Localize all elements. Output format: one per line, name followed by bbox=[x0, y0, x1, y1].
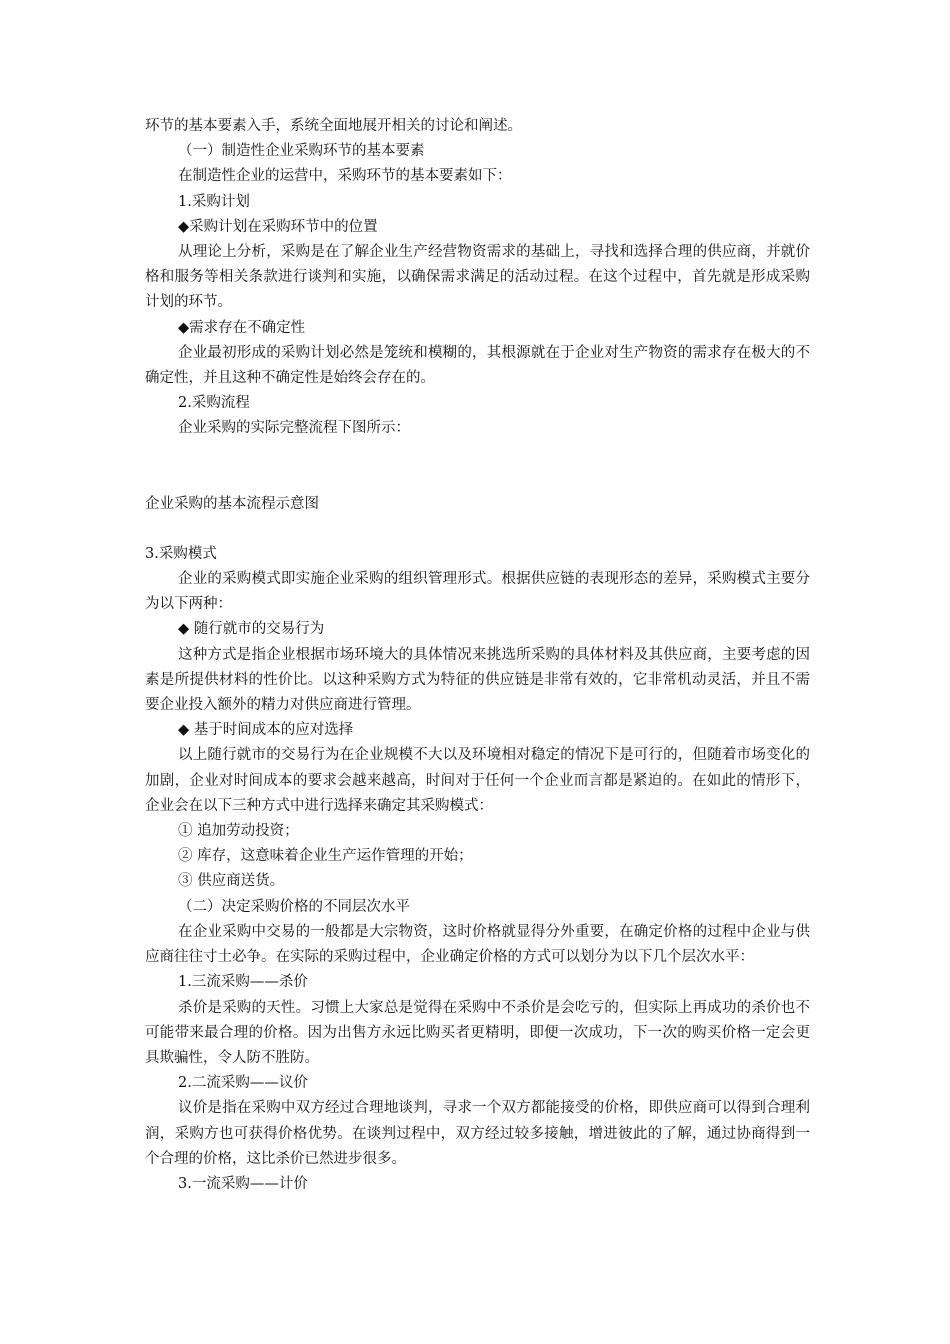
numbered-item-3: ③ 供应商送货。 bbox=[178, 873, 285, 890]
figure-placeholder-space bbox=[145, 442, 810, 492]
body-text-before-figure bbox=[145, 114, 810, 442]
paragraph-mode-intro: 企业的采购模式即实施企业采购的组织管理形式。根据供应链的表现形态的差异，采购模式主要分为以下两种： bbox=[145, 571, 810, 613]
spacer bbox=[145, 517, 810, 542]
subheading-purchase-mode: 3.采购模式 bbox=[145, 545, 217, 562]
numbered-item-2: ② 库存，这意味着企业生产运作管理的开始； bbox=[178, 848, 473, 865]
paragraph-negotiation: 议价是指在采购中双方经过合理地谈判，寻求一个双方都能接受的价格，即供应商可以得到合理利润，采购方也可获得价格优势。在谈判过程中，双方经过较多接触，增进彼此的了解，通过协商得到一个合理的价格，这比杀价已然进步很多。 bbox=[145, 1100, 810, 1167]
bullet-market-transaction: ◆ 随行就市的交易行为 bbox=[178, 621, 325, 638]
paragraph-time-cost: 以上随行就市的交易行为在企业规模不大以及环境相对稳定的情况下是可行的，但随着市场变化的加剧，企业对时间成本的要求会越来越高，时间对于任何一个企业而言都是紧迫的。在如此的情形下，企业会在以下三种方式中进行选择来确定其采购模式： bbox=[145, 747, 810, 814]
paragraph-price-importance: 在企业采购中交易的一般都是大宗物资，这时价格就显得分外重要，在确定价格的过程中企业与供应商往往寸土必争。在实际的采购过程中，企业确定价格的方式可以划分为以下几个层次水平： bbox=[145, 923, 810, 966]
subheading-purchase-process: 2.采购流程 bbox=[178, 395, 250, 412]
document-page bbox=[145, 114, 810, 1197]
bullet-plan-position: ◆采购计划在采购环节中的位置 bbox=[178, 218, 378, 235]
figure-caption: 企业采购的基本流程示意图 bbox=[145, 495, 319, 512]
paragraph-uncertainty: 企业最初形成的采购计划必然是笼统和模糊的，其根源就在于企业对生产物资的需求存在极大的不确定性，并且这种不确定性是始终会存在的。 bbox=[145, 344, 810, 387]
paragraph-bargaining: 杀价是采购的天性。习惯上大家总是觉得在采购中不杀价是会吃亏的，但实际上再成功的杀价也不可能带来最合理的价格。因为出售方永远比购买者更精明，即便一次成功，下一次的购买价格一定会更具欺骗性，令人防不胜防。 bbox=[145, 999, 810, 1066]
section-heading-1: （一）制造性企业采购环节的基本要素 bbox=[178, 143, 425, 160]
paragraph-theory: 从理论上分析，采购是在了解企业生产经营物资需求的基础上，寻找和选择合理的供应商，并就价格和服务等相关条款进行谈判和实施，以确保需求满足的活动过程。在这个过程中，首先就是形成采购计划的环节。 bbox=[145, 244, 810, 311]
subheading-third-class: 1.三流采购——杀价 bbox=[178, 974, 308, 991]
bullet-demand-uncertainty: ◆需求存在不确定性 bbox=[178, 319, 306, 336]
subheading-second-class: 2.二流采购——议价 bbox=[178, 1075, 308, 1092]
paragraph-process-intro: 企业采购的实际完整流程下图所示： bbox=[178, 420, 410, 437]
bullet-time-cost: ◆ 基于时间成本的应对选择 bbox=[178, 722, 354, 739]
paragraph-elements-intro: 在制造性企业的运营中，采购环节的基本要素如下： bbox=[178, 168, 512, 185]
body-text-after-figure bbox=[145, 542, 810, 1197]
subheading-purchase-plan: 1.采购计划 bbox=[178, 193, 250, 210]
subheading-first-class: 3.一流采购——计价 bbox=[178, 1175, 308, 1192]
paragraph-market-transaction: 这种方式是指企业根据市场环境大的具体情况来挑选所采购的具体材料及其供应商，主要考虑的因素是所提供材料的性价比。以这种采购方式为特征的供应链是非常有效的，它非常机动灵活，并且不需要企业投入额外的精力对供应商进行管理。 bbox=[145, 646, 810, 714]
section-heading-2: （二）决定采购价格的不同层次水平 bbox=[178, 898, 410, 915]
numbered-item-1: ① 追加劳动投资； bbox=[178, 823, 299, 840]
paragraph-intro-continuation: 环节的基本要素入手，系统全面地展开相关的讨论和阐述。 bbox=[145, 118, 522, 134]
